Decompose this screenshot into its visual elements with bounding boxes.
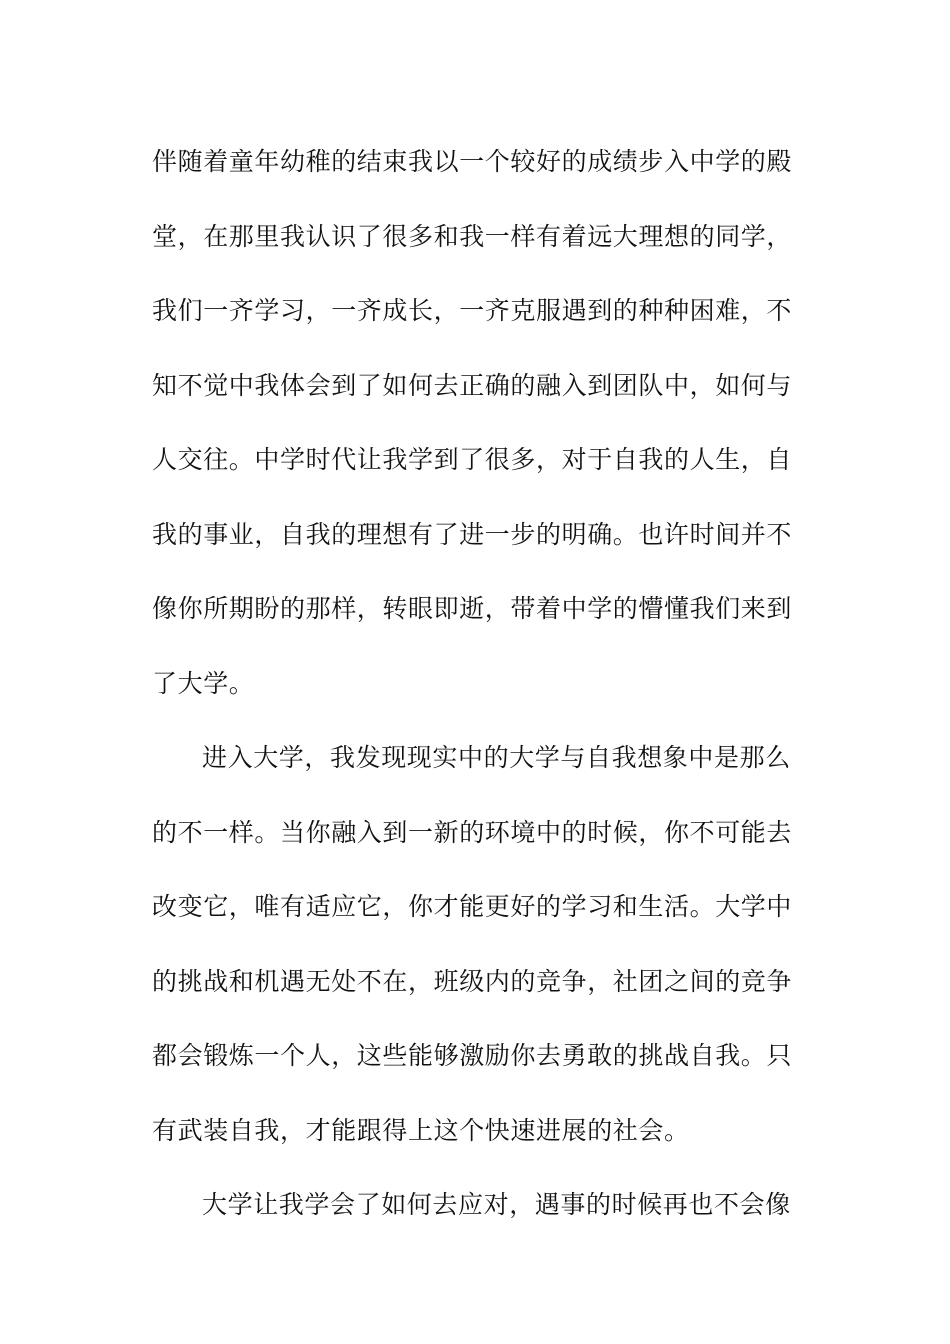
text-line-3: 我们一齐学习，一齐成长，一齐克服遇到的种种困难，不	[152, 296, 793, 325]
text-line-14: 有武装自我，才能跟得上这个快速进展的社会。	[152, 1115, 690, 1145]
text-line-4: 知不觉中我体会到了如何去正确的融入到团队中，如何与	[152, 370, 793, 400]
text-line-7: 像你所期盼的那样，转眼即逝，带着中学的懵懂我们来到	[152, 594, 793, 623]
text-line-8: 了大学。	[152, 668, 255, 698]
text-line-13: 都会锻炼一个人，这些能够激励你去勇敢的挑战自我。只	[152, 1041, 793, 1070]
text-line-5: 人交往。中学时代让我学到了很多，对于自我的人生，自	[152, 445, 793, 474]
body-text	[152, 125, 792, 1243]
text-line-12: 的挑战和机遇无处不在，班级内的竞争，社团之间的竞争	[152, 966, 793, 996]
text-line-1: 伴随着童年幼稚的结束我以一个较好的成绩步入中学的殿	[152, 147, 793, 176]
text-line-11: 改变它，唯有适应它，你才能更好的学习和生活。大学中	[152, 892, 793, 921]
text-line-15: 大学让我学会了如何去应对，遇事的时候再也不会像	[202, 1190, 791, 1219]
text-line-10: 的不一样。当你融入到一新的环境中的时候，你不可能去	[152, 817, 793, 847]
text-line-9: 进入大学，我发现现实中的大学与自我想象中是那么	[202, 743, 791, 772]
text-line-2: 堂，在那里我认识了很多和我一样有着远大理想的同学，	[152, 221, 793, 251]
text-line-6: 我的事业，自我的理想有了进一步的明确。也许时间并不	[152, 519, 793, 549]
